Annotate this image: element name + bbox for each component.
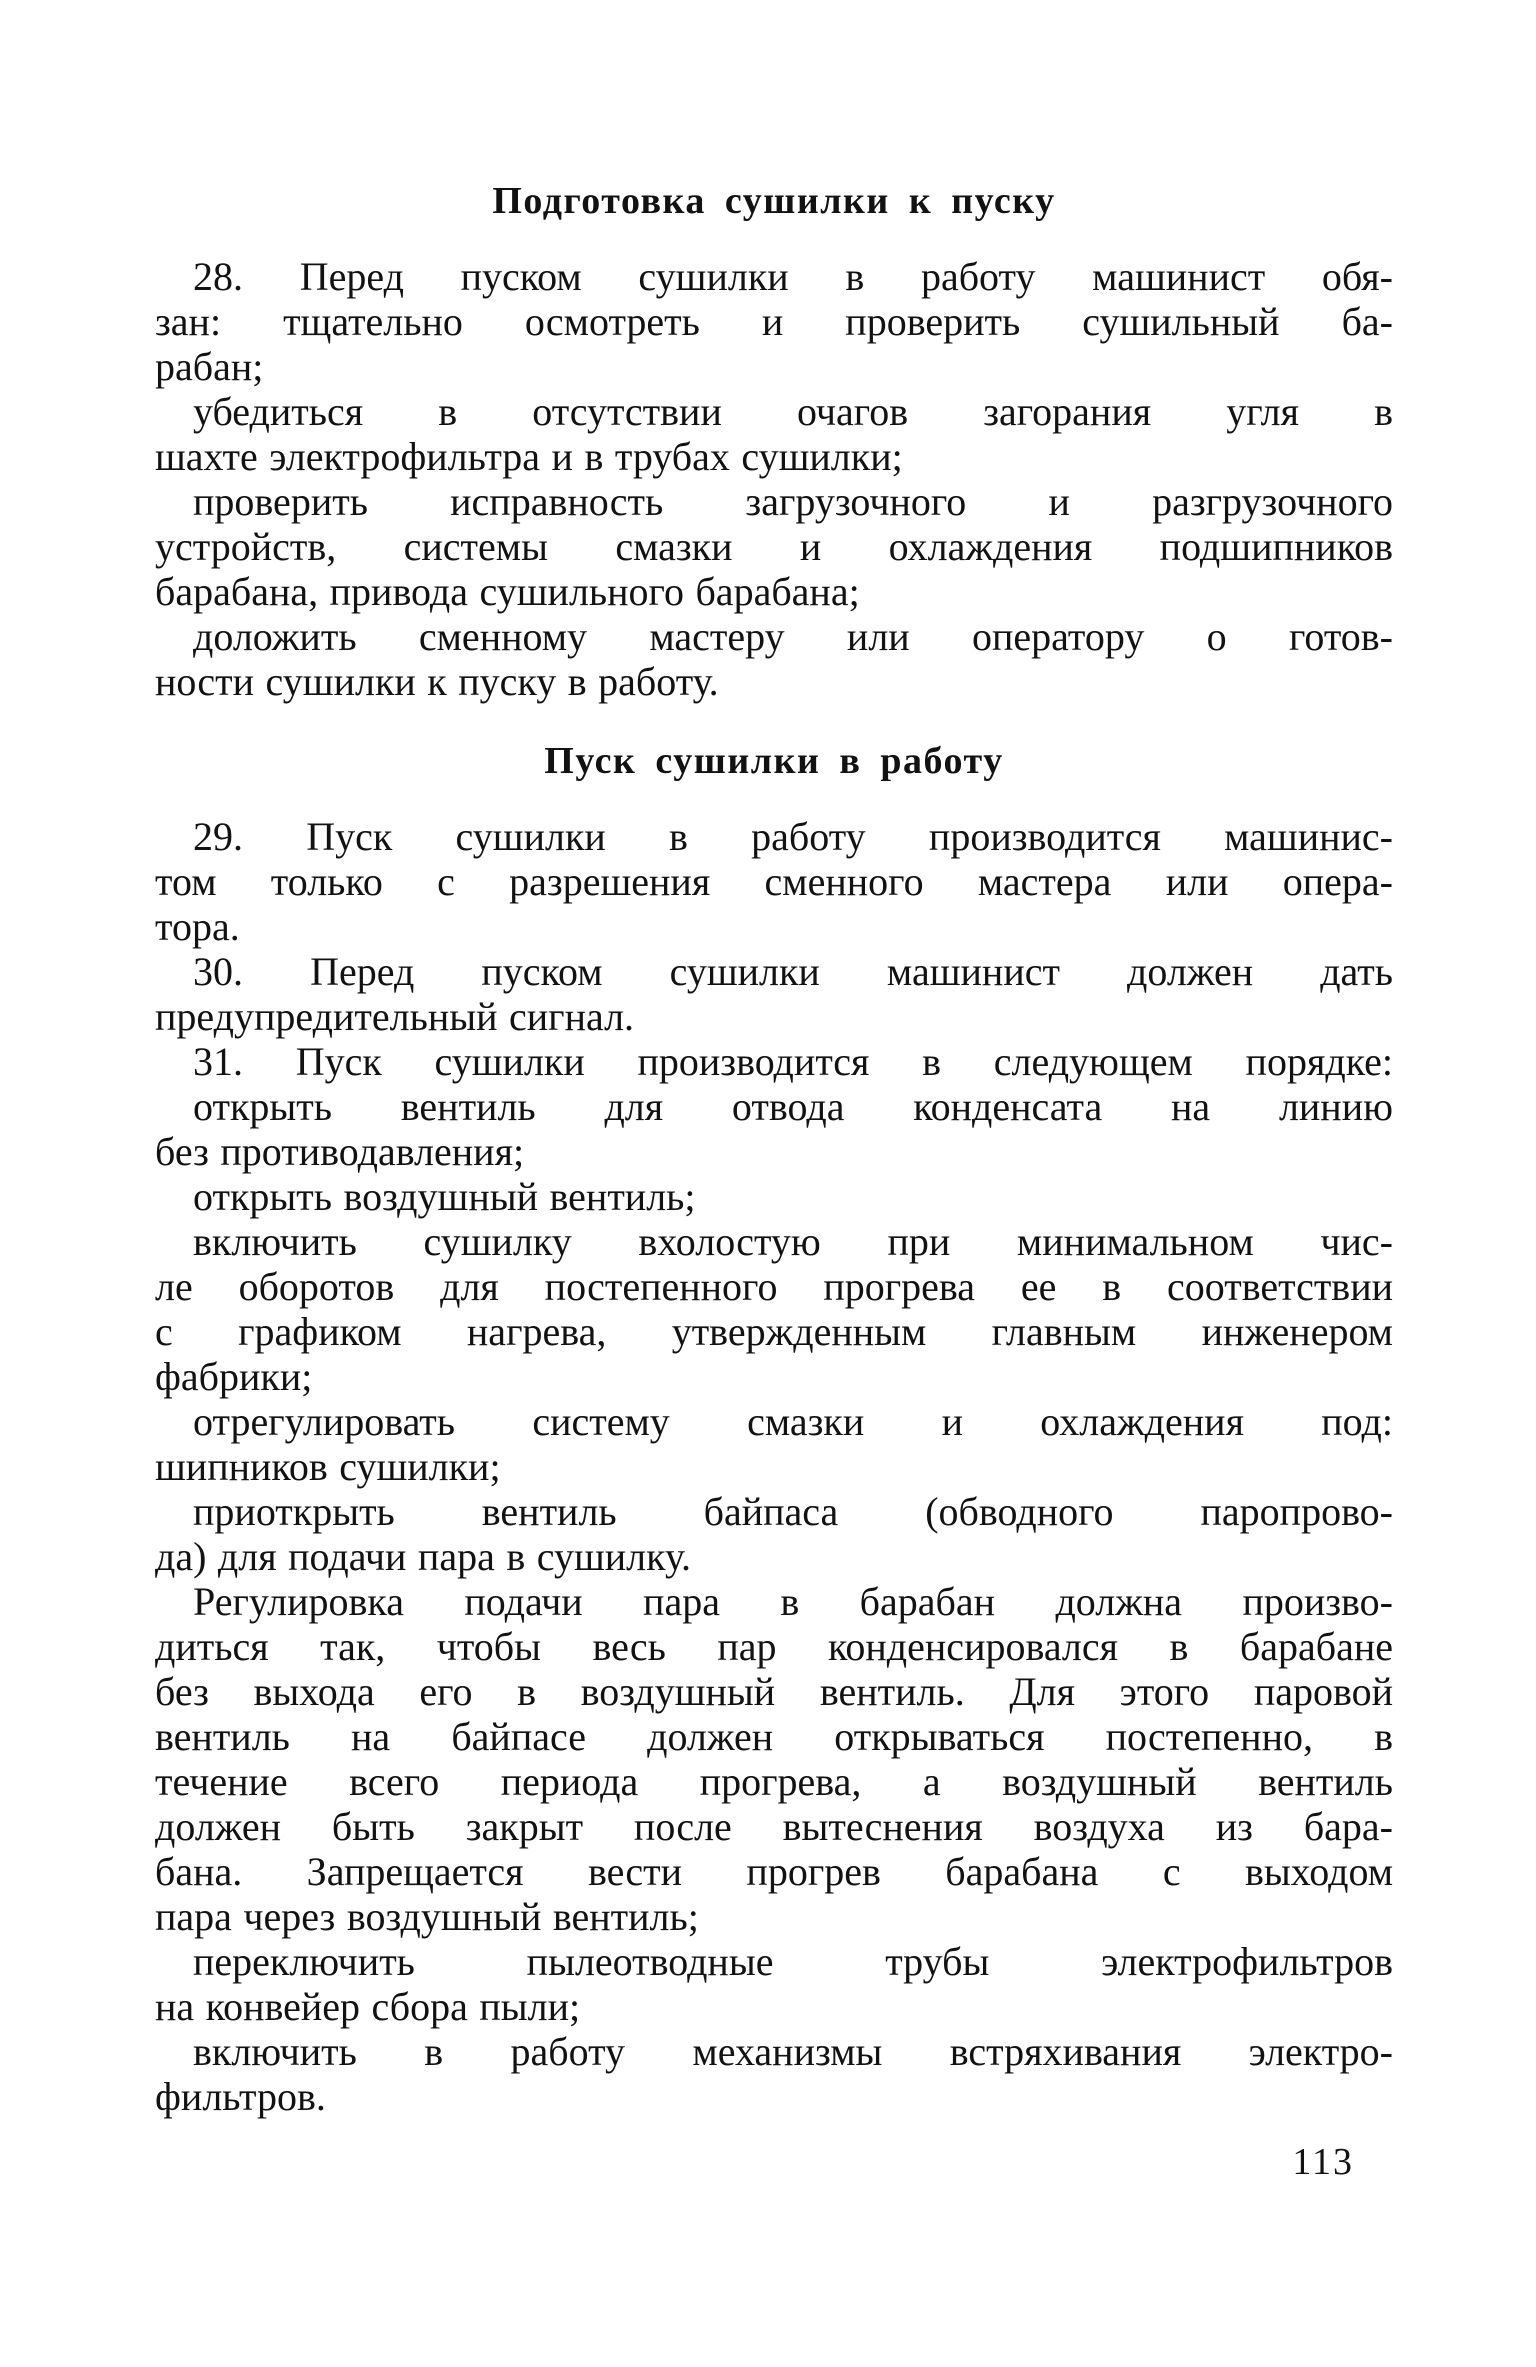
text-line: без противодавления;: [155, 1129, 525, 1174]
text-line: с графиком нагрева, утвержденным главным инженером: [155, 1309, 1393, 1354]
text-line: да) для подачи пара в сушилку.: [155, 1534, 691, 1579]
text-line: убедиться в отсутствии очагов загорания угля в: [193, 389, 1393, 434]
text-line: течение всего периода прогрева, а воздушный вентиль: [155, 1759, 1393, 1804]
paragraph: [155, 254, 1393, 389]
text-line: 28. Перед пуском сушилки в работу машинист обя-: [193, 254, 1393, 299]
text-line: рабан;: [155, 344, 264, 389]
paragraph: [155, 1579, 1393, 1939]
paragraph: [155, 1174, 1393, 1219]
text-line: открыть вентиль для отвода конденсата на линию: [193, 1084, 1393, 1129]
paragraph: [155, 814, 1393, 949]
paragraph: [155, 2029, 1393, 2119]
text-line: фабрики;: [155, 1354, 313, 1399]
text-line: отрегулировать систему смазки и охлаждения под:: [193, 1399, 1393, 1444]
text-line: должен быть закрыт после вытеснения воздуха из бара-: [155, 1804, 1393, 1849]
paragraph: [155, 949, 1393, 1039]
page-number: 113: [1292, 2141, 1354, 2183]
section-heading: Подготовка сушилки к пуску: [492, 180, 1056, 222]
paragraph: [155, 1399, 1393, 1489]
text-line: вентиль на байпасе должен открываться постепенно, в: [155, 1714, 1393, 1759]
text-line: шахте электрофильтра и в трубах сушилки;: [155, 434, 903, 479]
text-line: тора.: [155, 904, 240, 949]
text-line: без выхода его в воздушный вентиль. Для этого паровой: [155, 1669, 1393, 1714]
paragraph: [155, 614, 1393, 704]
paragraph: [155, 1489, 1393, 1579]
text-line: 31. Пуск сушилки производится в следующем порядке:: [193, 1039, 1393, 1084]
text-line: диться так, чтобы весь пар конденсировался в барабане: [155, 1624, 1393, 1669]
text-line: пара через воздушный вентиль;: [155, 1894, 699, 1939]
text-line: предупредительный сигнал.: [155, 994, 635, 1039]
paragraph: [155, 389, 1393, 479]
text-line: ле оборотов для постепенного прогрева ее в соответствии: [155, 1264, 1393, 1309]
text-line: барабана, привода сушильного барабана;: [155, 569, 860, 614]
text-line: фильтров.: [155, 2074, 326, 2119]
text-line: устройств, системы смазки и охлаждения подшипников: [155, 524, 1393, 569]
text-line: включить сушилку вхолостую при минимальном чис-: [193, 1219, 1393, 1264]
text-line: переключить пылеотводные трубы электрофильтров: [193, 1939, 1393, 1984]
text-line: шипников сушилки;: [155, 1444, 501, 1489]
text-line: доложить сменному мастеру или оператору о готов-: [193, 614, 1393, 659]
text-line: на конвейер сбора пыли;: [155, 1984, 581, 2029]
text-line: бана. Запрещается вести прогрев барабана с выходом: [155, 1849, 1393, 1894]
text-line: открыть воздушный вентиль;: [193, 1174, 696, 1219]
paragraph: [155, 1939, 1393, 2029]
section-heading: Пуск сушилки в работу: [544, 740, 1004, 782]
text-line: зан: тщательно осмотреть и проверить сушильный ба-: [155, 299, 1393, 344]
text-line: том только с разрешения сменного мастера или опера-: [155, 859, 1393, 904]
text-line: приоткрыть вентиль байпаса (обводного паропрово-: [193, 1489, 1393, 1534]
text-line: Регулировка подачи пара в барабан должна произво-: [193, 1579, 1393, 1624]
page-content: [155, 178, 1393, 2119]
paragraph: [155, 1039, 1393, 1084]
text-line: 30. Перед пуском сушилки машинист должен дать: [193, 949, 1393, 994]
text-line: ности сушилки к пуску в работу.: [155, 659, 719, 704]
paragraph: [155, 479, 1393, 614]
text-line: включить в работу механизмы встряхивания электро-: [193, 2029, 1393, 2074]
text-line: проверить исправность загрузочного и разгрузочного: [193, 479, 1393, 524]
text-line: 29. Пуск сушилки в работу производится машинис-: [193, 814, 1393, 859]
paragraph: [155, 1219, 1393, 1399]
paragraph: [155, 1084, 1393, 1174]
